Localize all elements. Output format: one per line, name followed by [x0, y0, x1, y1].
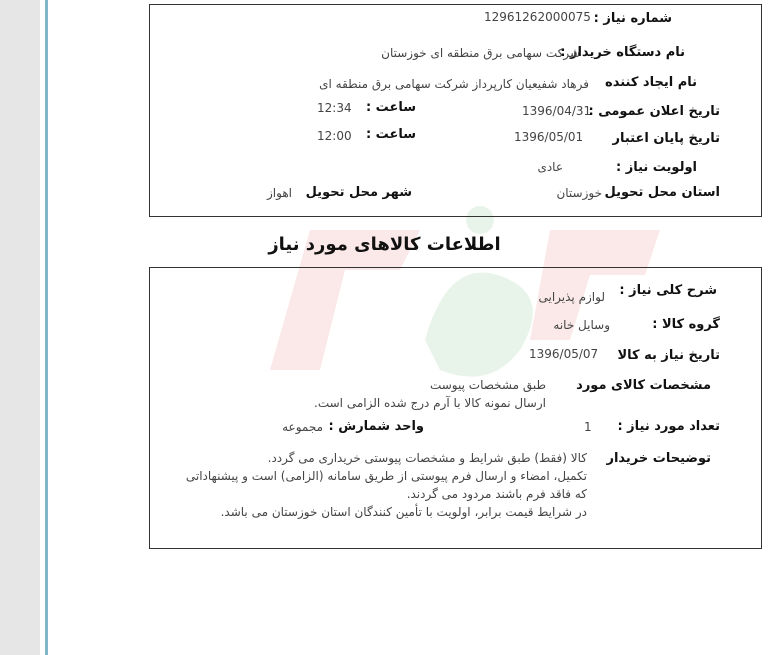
unit-value: مجموعه: [282, 420, 323, 434]
buyer-notes-line: تکمیل، امضاء و ارسال فرم پیوستی از طریق سامانه (الزامی) است و پیشنهاداتی: [185, 469, 587, 483]
creator-label: نام ایجاد کننده: [605, 75, 697, 90]
goods-specs-line: طبق مشخصات پیوست: [429, 378, 546, 392]
unit-label: واحد شمارش :: [328, 419, 424, 434]
buyer-org-label: نام دستگاه خریدار :: [560, 45, 685, 60]
province-label: استان محل تحویل: [604, 185, 720, 200]
validity-time-label: ساعت :: [365, 127, 416, 142]
need-number-value: 12961262000075: [484, 10, 591, 24]
left-gutter: [0, 0, 40, 655]
province-value: خوزستان: [556, 186, 602, 200]
need-date-label: تاریخ نیاز به کالا: [617, 348, 720, 363]
priority-label: اولویت نیاز :: [615, 160, 697, 175]
goods-group-value: وسایل خانه: [553, 318, 610, 332]
need-date-value: 1396/05/07: [529, 347, 599, 361]
goods-specs-line: ارسال نمونه کالا با آرم درج شده الزامی است.: [314, 396, 546, 410]
city-value: اهواز: [267, 186, 292, 200]
goods-specs-text: [314, 376, 546, 412]
city-label: شهر محل تحویل: [305, 185, 412, 200]
validity-date-value: 1396/05/01: [514, 130, 584, 144]
validity-time-value: 12:00: [317, 129, 352, 143]
buyer-notes-line: در شرایط قیمت برابر، اولویت با تأمین کنندگان استان خوزستان می باشد.: [220, 505, 587, 519]
need-description-value: لوازم پذیرایی: [538, 290, 605, 304]
announce-date-label: تاریخ اعلان عمومی :: [588, 104, 720, 119]
quantity-value: 1: [584, 420, 592, 434]
announce-date-value: 1396/04/31: [522, 104, 592, 118]
priority-value: عادی: [537, 160, 563, 174]
creator-value: فرهاد شفیعیان کارپرداز شرکت سهامی برق منطقه ای: [319, 77, 589, 91]
buyer-org-value: شرکت سهامی برق منطقه ای خوزستان: [381, 46, 580, 60]
need-number-label: شماره نیاز :: [593, 11, 672, 26]
validity-date-label: تاریخ پایان اعتبار: [612, 131, 720, 146]
announce-time-label: ساعت :: [365, 100, 416, 115]
buyer-notes-line: کالا (فقط) طبق شرایط و مشخصات پیوستی خریداری می گردد.: [267, 451, 587, 465]
announce-time-value: 12:34: [317, 101, 352, 115]
section-title: اطلاعات کالاهای مورد نیاز: [268, 234, 501, 255]
buyer-notes-text: [186, 449, 587, 521]
buyer-notes-label: توضیحات خریدار: [606, 451, 711, 466]
need-description-label: شرح کلی نیاز :: [619, 283, 717, 298]
goods-group-label: گروه کالا :: [652, 317, 720, 332]
goods-specs-label: مشخصات کالای مورد: [576, 378, 711, 393]
quantity-label: تعداد مورد نیاز :: [617, 419, 720, 434]
left-gutter-divider: [45, 0, 48, 655]
buyer-notes-line: که فاقد فرم باشند مردود می گردند.: [406, 487, 587, 501]
